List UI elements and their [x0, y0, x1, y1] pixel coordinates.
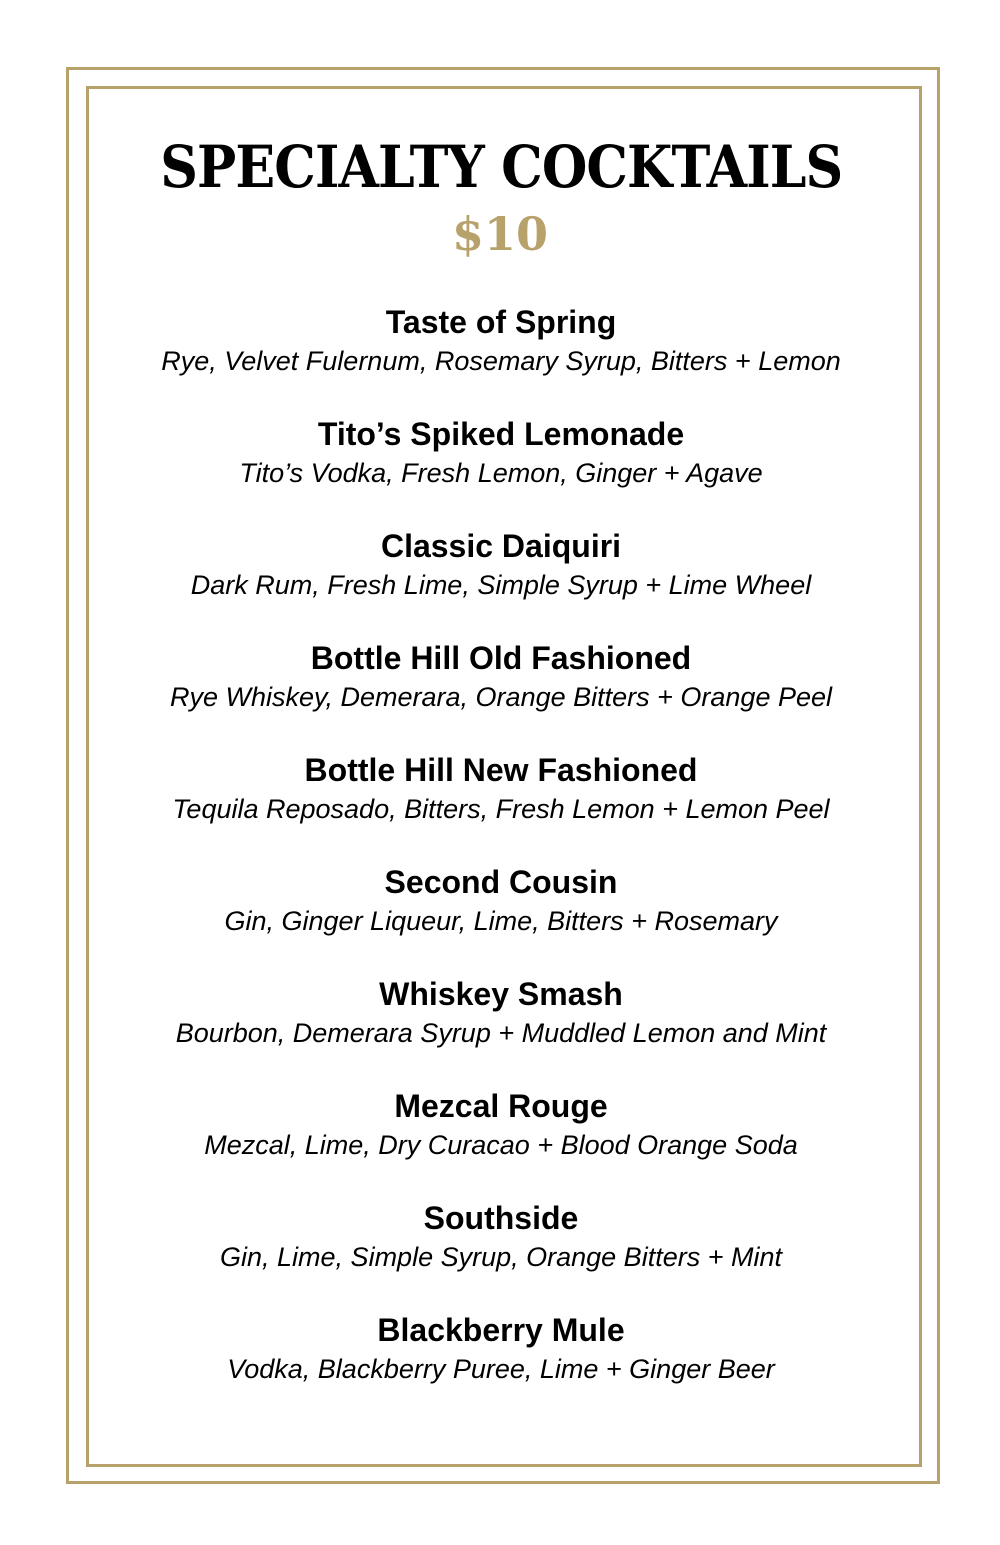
cocktail-item [100, 524, 902, 636]
cocktail-item [100, 636, 902, 748]
cocktail-name: Mezcal Rouge [394, 1088, 608, 1124]
cocktail-name: Whiskey Smash [379, 976, 623, 1012]
cocktail-name: Bottle Hill New Fashioned [304, 752, 698, 788]
cocktail-item [100, 748, 902, 860]
cocktail-item [100, 1308, 902, 1420]
cocktail-description: Vodka, Blackberry Puree, Lime + Ginger Beer [227, 1354, 775, 1384]
cocktail-item [100, 860, 902, 972]
cocktail-description: Tito’s Vodka, Fresh Lemon, Ginger + Agave [239, 458, 763, 488]
cocktail-description: Rye Whiskey, Demerara, Orange Bitters + Orange Peel [169, 682, 832, 712]
cocktail-item [100, 1196, 902, 1308]
cocktail-item [100, 972, 902, 1084]
cocktail-name: Blackberry Mule [377, 1312, 625, 1348]
cocktail-name: Classic Daiquiri [380, 528, 622, 564]
cocktail-name: Taste of Spring [385, 304, 617, 340]
cocktail-description: Dark Rum, Fresh Lime, Simple Syrup + Lime Wheel [190, 570, 812, 600]
cocktail-description: Gin, Ginger Liqueur, Lime, Bitters + Rosemary [224, 906, 778, 936]
cocktail-name: Bottle Hill Old Fashioned [310, 640, 692, 676]
cocktail-description: Tequila Reposado, Bitters, Fresh Lemon + Lemon Peel [172, 794, 830, 824]
cocktail-list [100, 300, 902, 1420]
cocktail-description: Rye, Velvet Fulernum, Rosemary Syrup, Bitters + Lemon [161, 346, 841, 376]
cocktail-item [100, 412, 902, 524]
menu-price: $10 [451, 207, 549, 261]
cocktail-description: Bourbon, Demerara Syrup + Muddled Lemon and Mint [175, 1018, 827, 1048]
cocktail-item [100, 300, 902, 412]
cocktail-name: Southside [423, 1200, 579, 1236]
cocktail-name: Tito’s Spiked Lemonade [317, 416, 685, 452]
cocktail-description: Gin, Lime, Simple Syrup, Orange Bitters + Mint [220, 1242, 782, 1272]
cocktail-description: Mezcal, Lime, Dry Curacao + Blood Orange Soda [204, 1130, 798, 1160]
menu-title: SPECIALTY COCKTAILS [160, 133, 843, 201]
cocktail-item [100, 1084, 902, 1196]
cocktail-name: Second Cousin [384, 864, 618, 900]
